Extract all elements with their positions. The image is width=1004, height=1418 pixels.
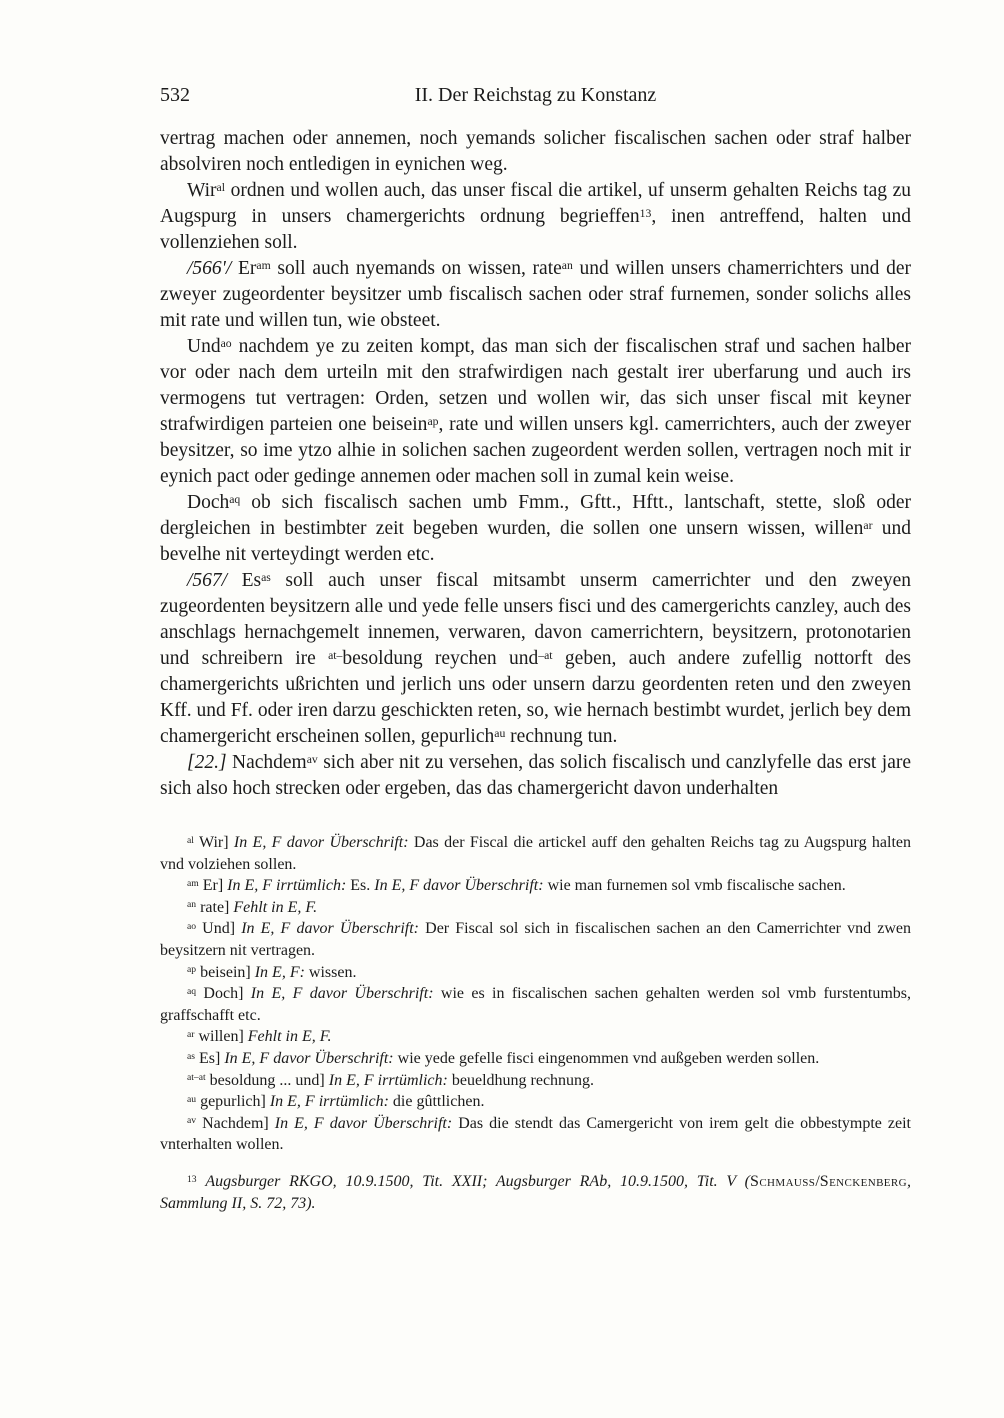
text-run: In E, F irrtümlich: [227,877,347,895]
text-run: beueldhung rechnung. [447,1071,595,1089]
text-run: /566'/ [187,258,232,279]
text-run: Nachdem] [196,1114,275,1132]
note-marker: av [187,1115,197,1127]
note-marker: au [187,1093,197,1105]
text-run: Das der Fiscal die artickel auff den gehalten Reichs tag zu Augspurg halten vnd volziehen sollen. [160,834,911,873]
note-marker: 13 [639,206,652,220]
text-run: Der Fiscal sol sich in fiscalischen sachen an den Camerrichter vnd zwen beysitzern nit vertragen. [160,920,912,959]
text-run: Senckenberg [819,1172,908,1190]
text-run: wie man furnemen sol vmb fiscalische sachen. [543,877,846,895]
note-marker: an [187,899,197,911]
text-run: Es] [195,1049,225,1067]
text-run: soll auch nyemands on wissen, rate [270,258,562,279]
note-marker: –at [538,648,553,662]
text-run: Schmauss [750,1172,816,1190]
body-text [160,126,911,802]
text-run: Es [227,570,262,591]
note-marker: as [187,1050,195,1062]
text-run: vertrag machen oder annemen, noch yemands solicher fiscalischen sachen oder straf halber absolviren noch entledigen in eynichen weg. [160,128,911,175]
footnote [160,1171,911,1214]
note-marker: an [561,258,573,272]
running-header: II. Der Reichstag zu Konstanz [414,84,657,106]
note-marker: ao [187,921,197,933]
text-run: / [815,1172,820,1190]
text-run: Nachdem [226,752,307,773]
text-run: gepurlich] [196,1093,270,1111]
note-marker: ar [863,518,873,532]
text-run: , rate und willen unsers kgl. camerrichters, auch der zweyer beysitzer, so ime ytzo alhie in solichen sachen zugeordent werden sollen, vertragen noch mit ir eynich pact oder gedinge annemen oder machen soll in zumal kein weise. [160,414,911,487]
text-run: Er [231,258,257,279]
text-run: In E, F: [254,963,305,981]
body-paragraph [160,750,911,802]
note-marker: al [187,834,194,846]
apparatus-entry [160,962,911,984]
text-run: wissen. [304,963,357,981]
note-marker: ap [427,414,439,428]
text-run: und willen unsers chamerrichters und der zweyer zugeordenter beysitzer umb fiscalisch sachen oder straf furnemen, sonder solichs alles mit rate und willen tun, wie obsteet. [160,258,911,331]
text-run: rechnung tun. [505,726,618,747]
apparatus-entry [160,897,911,919]
note-marker: ao [220,336,232,350]
text-run: und bevelhe nit verteydingt werden etc. [160,518,912,565]
text-run: Wir [187,180,217,201]
text-run: geben, auch andere zufellig nottorft des chamergerichts ußrichten und jerlich uns oder unsern darzu geordenten reten und den zweyen Kff. und Ff. oder iren darzu geschickten reten, so, wie hernach bestimbt wurdet, jerlich bey dem chamergericht erscheinen sollen, gepurlich [160,648,911,747]
text-run: nachdem ye zu zeiten kompt, das man sich der fiscalischen straf und sachen halber vor oder nach dem urteiln mit den strafwirdigen nach gestalt irer uberfarung und auch irs vermogens tut vertragen: Orden, setzen und wollen wir, das sich unser fiscal mit keyner strafwirdigen parteien one beisein [160,336,911,435]
text-run: Doch] [196,985,251,1003]
text-run: , inen antreffend, halten und vollenziehen soll. [160,206,911,253]
note-marker: as [261,570,271,584]
text-run: besoldung reychen und [342,648,539,669]
text-run: Wir] [193,834,234,851]
text-run: Das die stendt das Camergericht von irem gelt die obbestympte zeit vnterhalten wollen. [160,1114,912,1154]
text-run: In E, F davor Überschrift: [224,1049,394,1067]
text-run: besoldung ... und] [205,1071,329,1089]
text-run: ob sich fiscalisch sachen umb Fmm., Gftt., Hftt., lantschaft, stette, sloß oder dergleichen in bestimbter zeit begeben wurden, die sollen one unsern wissen, willen [160,492,911,539]
text-run: In E, F davor Überschrift: [374,877,544,895]
apparatus-entry [160,1113,911,1156]
text-run: Fehlt in E, F. [247,1028,332,1046]
footnotes [160,1171,911,1214]
text-run: ordnen und wollen auch, das unser fiscal die artikel, uf unserm gehalten Reichs tag zu Augspurg in unsers chamergerichts ordnung begrieffen [160,180,911,227]
text-run: In E, F irrtümlich: [328,1071,448,1089]
text-run: wie yede gefelle fisci eingenommen vnd außgeben werden sollen. [393,1049,820,1067]
text-run: Er] [198,877,228,895]
note-marker: av [306,752,318,766]
page-number: 532 [160,84,190,106]
body-paragraph [160,568,911,750]
text-run: rate] [196,898,234,916]
apparatus-entry [160,1048,911,1070]
text-run: , Sammlung II, S. 72, 73). [160,1172,912,1212]
body-paragraph [160,334,911,490]
text-run: Fehlt in E, F. [233,898,318,916]
apparatus-entry [160,1026,911,1048]
note-marker: at– [328,648,343,662]
text-run: die gûttlichen. [388,1093,485,1111]
text-run: Es. [346,877,375,895]
note-marker: at–at [187,1072,206,1084]
note-marker: aq [187,985,197,997]
text-run: /567/ [187,570,228,591]
text-run: [22.] [187,752,227,773]
critical-apparatus [160,832,911,1156]
text-run: beisein] [196,963,255,981]
note-marker: ap [187,964,197,976]
page-content [160,82,911,1214]
text-run: In E, F davor Überschrift: [233,834,409,851]
text-run: Und [187,336,221,357]
body-paragraph [160,490,911,568]
apparatus-entry [160,983,911,1026]
body-paragraph [160,256,911,334]
text-run: Und] [196,920,242,938]
note-marker: ar [187,1029,195,1041]
text-run: sich aber nit zu versehen, das solich fiscalisch und canzlyfelle das erst jare sich also hoch strecken oder ergeben, das das chamergericht davon underhalten [160,752,912,799]
note-marker: au [494,726,506,740]
page-header [160,82,911,108]
text-run: Doch [187,492,230,513]
text-run: In E, F irrtümlich: [269,1093,389,1111]
note-marker: am [187,877,199,889]
body-paragraph [160,178,911,256]
note-marker: 13 [187,1173,197,1185]
apparatus-entry [160,918,911,961]
text-run: wie es in fiscalischen sachen gehalten werden sol vmb furstentumbs, graffschafft etc. [160,985,912,1024]
text-run: In E, F davor Überschrift: [250,985,434,1003]
note-marker: aq [229,492,241,506]
text-run: soll auch unser fiscal mitsambt unserm camerrichter und den zweyen zugeordenten beysitzern alle und yede felle unsers fisci und des camergerichts canzley, auch des anschlags hernachgemelt innemen, verwaren, davon camerrichtern, beysitzern, protonotarien und schreibern ire [160,570,912,669]
text-run: Augsburger RKGO, 10.9.1500, Tit. XXII; Augsburger RAb, 10.9.1500, Tit. V ( [205,1172,751,1190]
note-marker: am [256,258,271,272]
note-marker: al [216,180,225,194]
text-run: willen] [194,1028,248,1046]
text-run: In E, F davor Überschrift: [241,920,420,938]
apparatus-entry [160,875,911,897]
apparatus-entry [160,1070,911,1092]
text-run: In E, F davor Überschrift: [274,1114,453,1132]
apparatus-entry [160,1091,911,1113]
body-paragraph [160,126,911,178]
apparatus-entry [160,832,911,875]
